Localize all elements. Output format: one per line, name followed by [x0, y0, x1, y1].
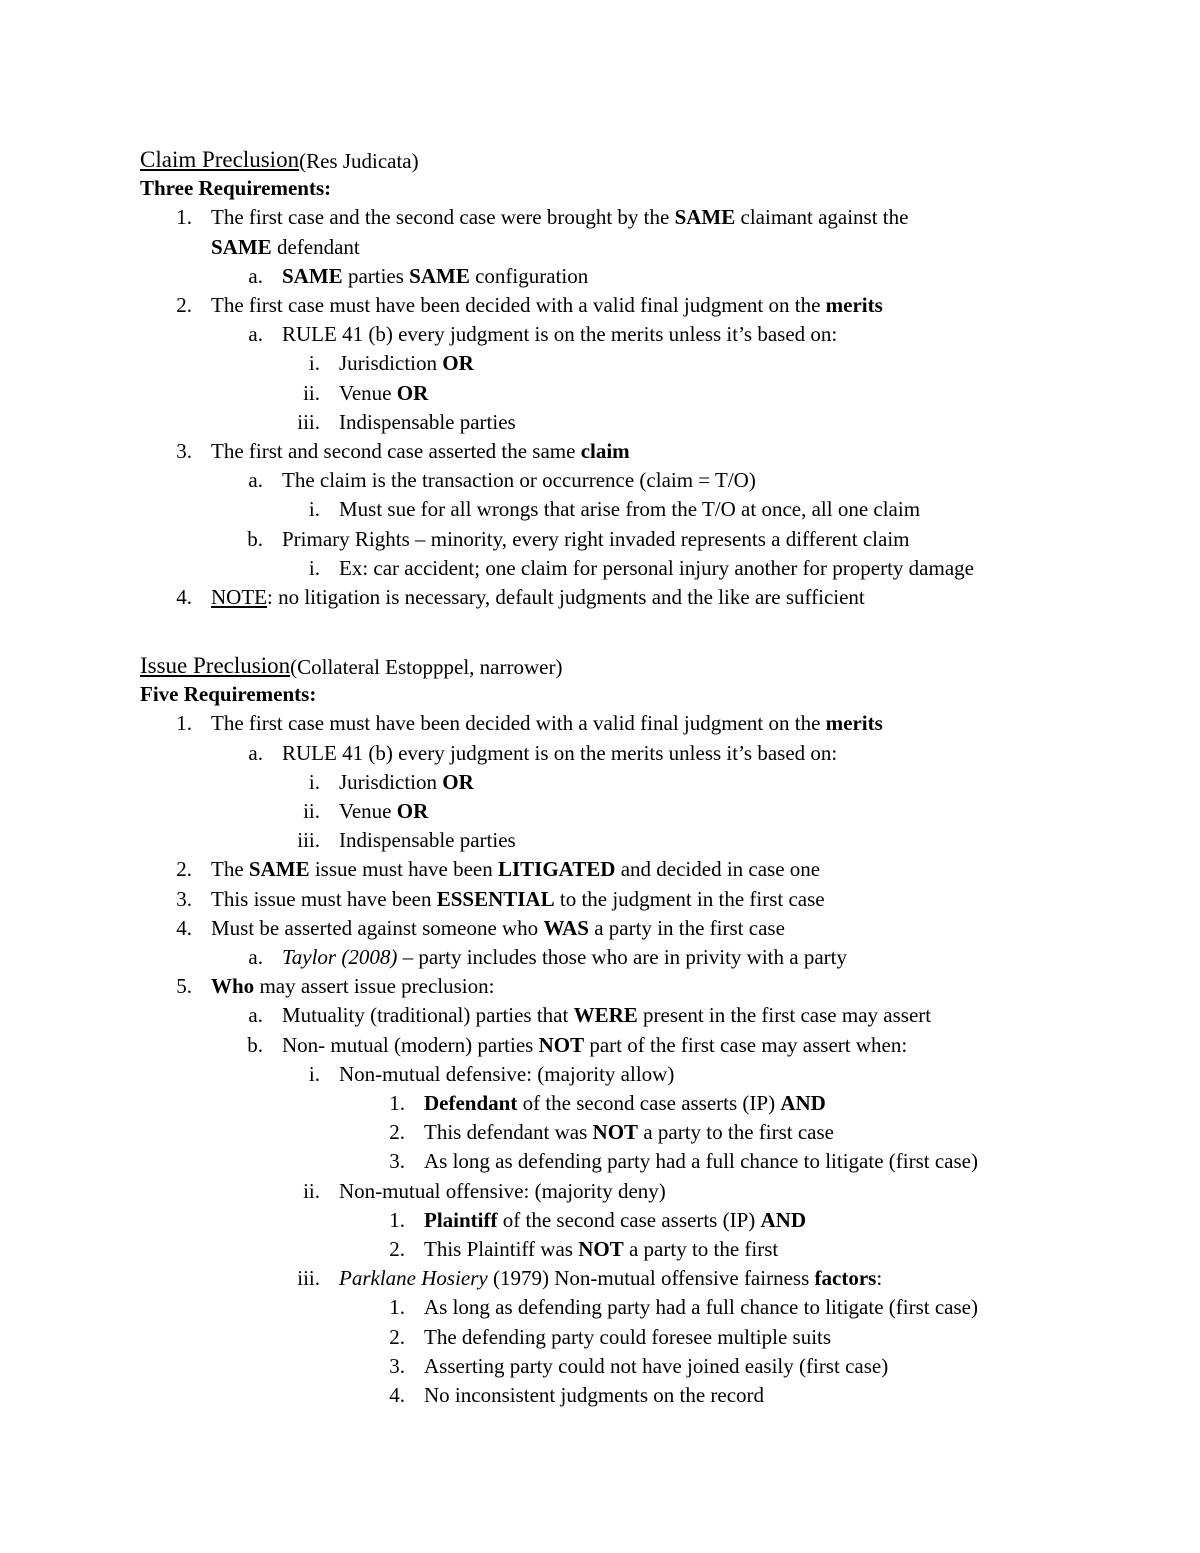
text-run: and decided in case one	[615, 857, 821, 882]
list-text	[339, 349, 474, 378]
list-marker: iii.	[297, 409, 320, 434]
text-run: RULE 41 (b) every judgment is on the merits unless it’s based on:	[282, 322, 838, 347]
list-marker: 1.	[389, 1295, 405, 1320]
text-run: Non-mutual defensive: (majority allow)	[339, 1061, 675, 1086]
list-marker: 3.	[389, 1353, 405, 1378]
list-text	[211, 291, 883, 320]
text-run: issue must have been	[309, 857, 498, 882]
text-run: No inconsistent judgments on the record	[424, 1383, 765, 1407]
text-run: This issue must have been	[211, 886, 437, 911]
list-marker: ii.	[303, 380, 320, 405]
text-run: Asserting party could not have joined easily (first case)	[424, 1353, 889, 1378]
bold-text: NOT	[578, 1237, 624, 1261]
list-text	[339, 554, 974, 583]
list-text	[211, 583, 865, 612]
bold-text: claim	[580, 439, 630, 463]
bold-text: OR	[396, 380, 429, 405]
section-subtitle: Five Requirements:	[140, 682, 317, 707]
bold-text: OR	[396, 799, 429, 823]
text-run: Venue	[339, 799, 397, 823]
list-marker: 3.	[389, 1149, 405, 1174]
list-text	[211, 972, 494, 1001]
italic-text: Parklane Hosiery	[339, 1266, 488, 1291]
list-text	[339, 379, 428, 408]
list-marker: a.	[248, 945, 263, 969]
text-run: The	[211, 857, 249, 882]
text-run: defendant	[271, 234, 360, 259]
list-marker: ii.	[303, 799, 320, 823]
text-run: Non-mutual offensive: (majority deny)	[339, 1178, 666, 1203]
text-run: claimant against the	[735, 205, 909, 230]
text-run: Must sue for all wrongs that arise from the T/O at once, all one claim	[339, 497, 921, 522]
text-run: As long as defending party had a full chance to litigate (first case)	[424, 1149, 978, 1174]
text-run: – party includes those who are in privity with a party	[397, 945, 847, 969]
bold-text: AND	[780, 1091, 826, 1115]
list-text	[211, 709, 883, 738]
list-marker: 1.	[389, 1091, 405, 1115]
list-text	[282, 739, 837, 768]
list-marker: b.	[247, 1032, 263, 1057]
list-marker: 4.	[176, 915, 192, 940]
text-run: The first and second case asserted the same	[211, 439, 581, 463]
bold-text: SAME	[409, 263, 470, 288]
text-run: configuration	[469, 263, 589, 288]
bold-text: LITIGATED	[497, 857, 616, 882]
list-marker: iii.	[297, 1266, 320, 1291]
list-marker: 4.	[389, 1383, 405, 1407]
list-text	[424, 1323, 831, 1352]
bold-text: Defendant	[424, 1091, 518, 1115]
text-run: parties	[342, 263, 410, 288]
bold-text: SAME	[248, 857, 310, 882]
list-marker: 1.	[176, 711, 192, 736]
list-text	[282, 1031, 907, 1060]
list-text	[424, 1381, 764, 1410]
bold-text: WERE	[573, 1003, 638, 1028]
text-run: The first case must have been decided with a valid final judgment on the	[211, 711, 826, 736]
italic-text: Taylor (2008)	[282, 945, 398, 969]
list-marker: a.	[248, 468, 263, 493]
bold-text: NOT	[538, 1032, 585, 1057]
list-text	[282, 943, 847, 972]
text-run: Indispensable parties	[339, 828, 516, 853]
list-text	[339, 1177, 666, 1206]
text-run: Jurisdiction	[339, 769, 443, 794]
bold-text: SAME	[674, 205, 736, 230]
list-marker: 4.	[176, 585, 192, 609]
bold-text: OR	[442, 769, 474, 794]
text-run: a party to the first case	[638, 1120, 834, 1145]
section-title: Claim Preclusion	[140, 147, 300, 172]
bold-text: ESSENTIAL	[436, 886, 555, 911]
list-marker: 2.	[389, 1324, 405, 1349]
text-run: may assert issue preclusion:	[254, 974, 495, 999]
list-marker: 1.	[389, 1207, 405, 1232]
text-run: Indispensable parties	[339, 409, 516, 434]
text-run: Jurisdiction	[339, 351, 443, 376]
list-marker: a.	[248, 263, 263, 288]
list-marker: i.	[308, 769, 320, 794]
bold-text: Plaintiff	[424, 1207, 498, 1232]
list-text	[424, 1206, 806, 1235]
text-run: present in the first case may assert	[637, 1003, 932, 1028]
list-marker: 2.	[176, 293, 192, 317]
list-text	[424, 1147, 978, 1176]
list-text	[339, 495, 920, 524]
text-run: Ex: car accident; one claim for personal injury another for property damage	[339, 555, 974, 580]
text-run: Venue	[339, 380, 397, 405]
text-run: As long as defending party had a full chance to litigate (first case)	[424, 1295, 978, 1320]
list-marker: i.	[308, 351, 320, 376]
bold-text: SAME	[211, 234, 272, 259]
section-title: Issue Preclusion	[140, 653, 291, 678]
bold-text: SAME	[282, 263, 343, 288]
bold-text: AND	[760, 1207, 806, 1232]
list-text	[339, 408, 516, 437]
text-run: This defendant was	[424, 1120, 593, 1145]
list-text	[211, 437, 630, 466]
bold-text: Who	[211, 974, 255, 999]
list-text	[339, 826, 516, 855]
list-marker: ii.	[303, 1178, 320, 1203]
list-text	[211, 914, 785, 943]
text-run: to the judgment in the first case	[554, 886, 825, 911]
list-text	[282, 466, 756, 495]
list-text	[424, 1293, 978, 1322]
list-marker: 2.	[389, 1120, 405, 1145]
list-text	[211, 233, 360, 262]
list-text	[211, 885, 825, 914]
list-text	[282, 1001, 931, 1030]
section-title-note: (Res Judicata)	[299, 149, 419, 173]
bold-text: WAS	[543, 915, 589, 940]
text-run: RULE 41 (b) every judgment is on the merits unless it’s based on:	[282, 740, 838, 765]
bold-text: merits	[825, 293, 883, 317]
list-marker: a.	[248, 322, 263, 347]
list-marker: i.	[308, 497, 320, 522]
text-run: Mutuality (traditional) parties that	[282, 1003, 574, 1028]
text-run: (1979) Non-mutual offensive fairness	[487, 1266, 815, 1291]
list-text	[282, 525, 910, 554]
section-subtitle: Three Requirements:	[140, 176, 332, 201]
bold-text: factors	[814, 1266, 877, 1291]
list-text	[339, 797, 428, 826]
bold-text: NOT	[592, 1120, 639, 1145]
bold-text: OR	[442, 351, 474, 376]
text-run: Must be asserted against someone who	[211, 915, 544, 940]
list-text	[211, 855, 820, 884]
text-run: The defending party could foresee multiple suits	[424, 1324, 832, 1349]
text-run: The first case must have been decided with a valid final judgment on the	[211, 293, 826, 317]
list-marker: i.	[308, 1061, 320, 1086]
list-text	[339, 1264, 882, 1293]
list-marker: a.	[248, 740, 263, 765]
list-text	[282, 262, 588, 291]
text-run: The claim is the transaction or occurrence (claim = T/O)	[282, 468, 756, 493]
list-text	[424, 1235, 778, 1264]
list-marker: 2.	[176, 857, 192, 882]
text-run: of the second case asserts (IP)	[497, 1207, 761, 1232]
list-marker: 2.	[389, 1237, 405, 1261]
text-run: : no litigation is necessary, default judgments and the like are sufficient	[267, 585, 865, 609]
text-run: The first case and the second case were brought by the	[211, 205, 675, 230]
text-run: of the second case asserts (IP)	[517, 1091, 781, 1115]
list-text	[339, 1060, 674, 1089]
bold-text: merits	[825, 711, 883, 736]
section-title-note: (Collateral Estopppel, narrower)	[290, 655, 563, 679]
text-run: NOTE	[211, 585, 267, 609]
list-marker: a.	[248, 1003, 263, 1028]
text-run: Primary Rights – minority, every right invaded represents a different claim	[282, 526, 910, 551]
list-marker: 1.	[176, 205, 192, 230]
list-marker: iii.	[297, 828, 320, 853]
list-marker: 5.	[176, 974, 192, 999]
list-marker: 3.	[176, 439, 192, 463]
list-marker: 3.	[176, 886, 192, 911]
list-text	[424, 1118, 834, 1147]
list-text	[282, 320, 837, 349]
list-text	[424, 1352, 888, 1381]
list-marker: b.	[247, 526, 263, 551]
text-run: Non- mutual (modern) parties	[282, 1032, 539, 1057]
text-run: a party in the first case	[588, 915, 785, 940]
text-run: This Plaintiff was	[424, 1237, 579, 1261]
list-text	[211, 203, 908, 232]
text-run: :	[876, 1266, 883, 1291]
list-marker: i.	[308, 555, 320, 580]
text-run: part of the first case may assert when:	[584, 1032, 908, 1057]
list-text	[339, 768, 474, 797]
list-text	[424, 1089, 826, 1118]
text-run: a party to the first	[623, 1237, 779, 1261]
